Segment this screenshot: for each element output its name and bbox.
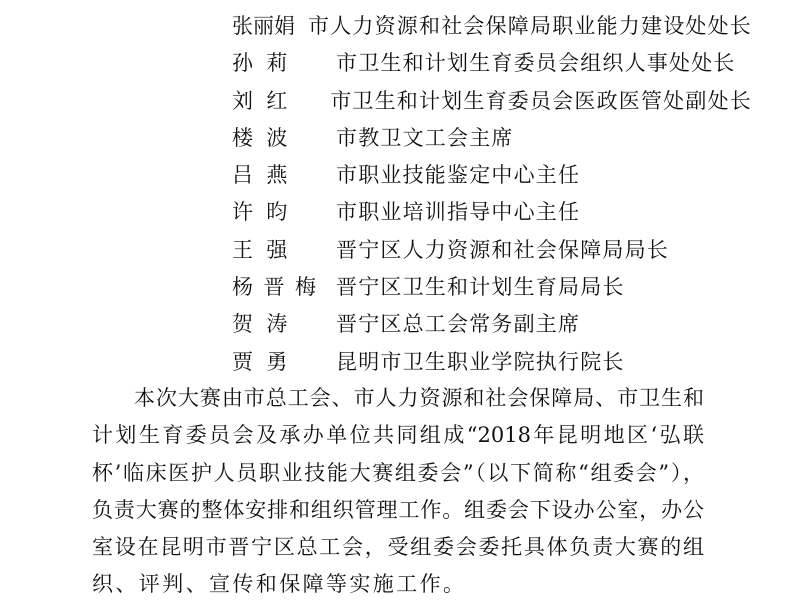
member-title: 市卫生和计划生育委员会医政医管处副处长 (330, 88, 752, 113)
member-title: 市职业技能鉴定中心主任 (336, 163, 581, 188)
member-row (232, 8, 752, 45)
paragraph-line: 负责大赛的整体安排和组织管理工作。组委会下设办公室，办公 (92, 497, 704, 522)
member-list (232, 8, 752, 381)
member-name: 楼 波 (232, 125, 288, 150)
member-name: 张丽娟 (232, 14, 295, 38)
member-row (232, 194, 752, 231)
paragraph-line: 室设在昆明市晋宁区总工会，受组委会委托具体负责大赛的组 (92, 535, 704, 560)
paragraph-line: 本次大赛由市总工会、市人力资源和社会保障局、市卫生和 (134, 386, 704, 410)
member-row (232, 269, 752, 306)
member-name: 贾 勇 (232, 349, 288, 374)
member-title: 晋宁区卫生和计划生育局局长 (336, 275, 625, 300)
member-row (232, 83, 752, 120)
member-row (232, 157, 752, 194)
member-title: 市人力资源和社会保障局职业能力建设处处长 (308, 14, 752, 38)
member-row (232, 232, 752, 269)
member-row (232, 344, 752, 381)
member-title: 市卫生和计划生育委员会组织人事处处长 (336, 51, 736, 76)
member-name: 刘 红 (232, 88, 288, 113)
member-row (232, 306, 752, 343)
member-name: 贺 涛 (232, 312, 288, 337)
member-title: 晋宁区总工会常务副主席 (336, 312, 581, 337)
paragraph-line: 织、评判、宣传和保障等实施工作。 (92, 572, 467, 597)
member-row (232, 120, 752, 157)
paragraph-line: 计划生育委员会及承办单位共同组成“2018年昆明地区‘弘联 (92, 423, 704, 448)
member-title: 市教卫文工会主席 (336, 125, 514, 150)
member-name: 王 强 (232, 237, 288, 262)
member-row (232, 45, 752, 82)
member-name: 杨晋梅 (232, 275, 316, 300)
member-title: 晋宁区人力资源和社会保障局局长 (336, 237, 669, 262)
member-name: 许 昀 (232, 200, 288, 225)
paragraph-line: 杯’临床医护人员职业技能大赛组委会”（以下简称“组委会”）， (92, 460, 704, 485)
member-name: 孙 莉 (232, 51, 288, 76)
member-name: 吕 燕 (232, 163, 288, 188)
member-title: 昆明市卫生职业学院执行院长 (336, 349, 625, 374)
body-paragraph (92, 380, 704, 604)
member-title: 市职业培训指导中心主任 (336, 200, 581, 225)
